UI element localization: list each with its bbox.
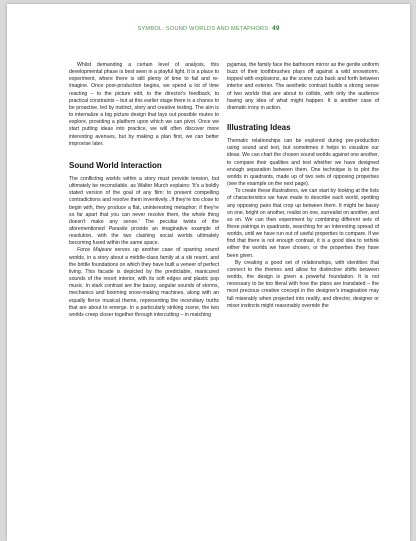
paragraph-text-end: provide an imaginative example of resolution, with the two clashing social worlds ultimately becoming fused within the same space. (69, 225, 219, 247)
paragraph-text: serves up another case of sparring sound worlds, in a story about a middle-class family at a ski resort, and the brittle foundations on which they have built a veneer of perfect living. This facade is depicted by the predictable, manicured sounds of the resort interior, with its soft edges and plastic pop music. In stark contrast are the bassy, angular sounds of storms, mechanics and booming snow-making machines, along with an equally fierce musical theme, representing the incendiary truths that are about to emerge. In a particularly striking scene, the two worlds creep closer together through intercutting – in matching (69, 247, 220, 318)
continuation-paragraph: pyjamas, the family face the bathroom mirror as the gentle uniform buzz of their toothbrushes plays off against a wild snowstorm, topped with explosions, as the scene cuts back and forth between interior and exterior. The aesthetic contrast builds a strong sense of two worlds that are about to collide, with only the audience having any idea of what might happen. It is another case of dramatic irony in action. (227, 62, 379, 111)
section-heading-illustrating-ideas: Illustrating Ideas (227, 123, 291, 133)
paragraph-force-majeure (69, 247, 219, 319)
paragraph-good-relationships: By creating a good set of relationships, with identities that connect to the themes and allow for distinctive shifts between worlds, the design is given a powerful foundation. It is not necessary to be too literal with how the plans are translated – the most precious creative concept in the designer's imagination may fall miserably when projected into reality, and director, designer or mixer instincts might reasonably override the (227, 259, 379, 309)
right-column (227, 62, 379, 310)
section-heading-sound-world-interaction: Sound World Interaction (69, 160, 162, 170)
running-head (7, 25, 410, 32)
paragraph-create-illustrations: To create these illustrations, we can start by looking at the lists of characteristics we have made to describe each world, spotting any opposing pairs that crop up between them. It might be bassy on one, bright on another, realist on one, surrealist on another, and so on. We can then experiment by combining different sets of these pairings in quadrants, searching for an interesting spread of worlds, until we have run out of useful properties to compare. If we find that there is not enough contrast, it is a good idea to rethink either the worlds we have chosen, or the properties they have been given. (227, 188, 379, 259)
paragraph-text: The conflicting worlds within a story must provide tension, but ultimately be reconcilable, as Walter Murch explains: 'It's a boldly stated version of the goal of any film: to present compelling contradictions and resolve them inventively...If they're too close to begin with, they produce a flat, uninteresting metaphor; if they're so far apart that you can never resolve them, the whole thing doesn't make any sense.' The peculiar twists of the aforementioned (69, 175, 219, 232)
paragraph-thematic-relationships: Thematic relationships can be explored during pre-production using sound and text, but sometimes it helps to visualize our ideas. We can chart the chosen sound worlds against one another, to compare their qualities and test whether we have designed enough separation between them. One technique is to plot the worlds in quadrants, made up of two sets of opposing properties (see the example on the next page). (227, 138, 379, 188)
book-page (7, 4, 410, 541)
film-title-parasite: Parasite (108, 225, 128, 232)
page-number: 49 (272, 25, 280, 32)
paragraph-conflicting-worlds (69, 176, 219, 248)
left-column (69, 62, 219, 319)
intro-paragraph: Whilst demanding a certain level of analysis, this developmental phase is best seen in a playful light. It is a place to experiment, where there is still plenty of time to fail and re-imagine. Once post-production begins, we spend a lot of time reacting – to the picture edit, to the director's feedback, to practical constraints – but at this earlier stage there is a chance to be proactive, led by instinct, story and creative testing. The aim is to internalize a big picture design that lays out possible routes to explore, providing a platform upon which we can pivot. Once we start putting ideas into practice, we will often discover more interesting avenues, but by making a plan first, we can better improvise later. (69, 62, 219, 147)
film-title-force-majeure: Force Majeure (77, 247, 112, 254)
running-head-title: SYMBOL: SOUND WORLDS AND METAPHORS (137, 26, 269, 32)
